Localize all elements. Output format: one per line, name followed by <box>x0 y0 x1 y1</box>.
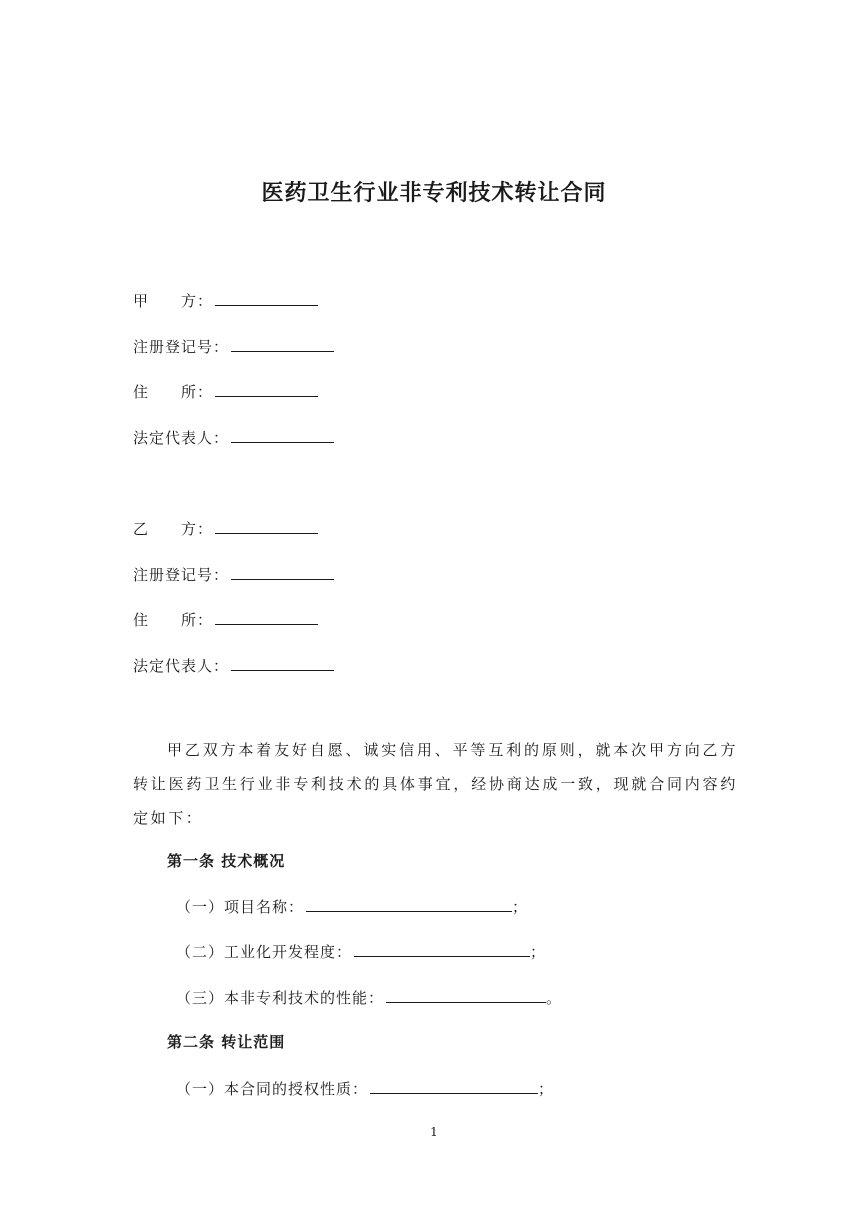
article-1-item-3 <box>176 986 562 1008</box>
performance-blank[interactable] <box>386 986 546 1003</box>
party-a-name-label: 甲 方： <box>133 292 214 310</box>
project-name-blank[interactable] <box>306 895 512 912</box>
article-1-item-2 <box>176 940 546 962</box>
party-a-reg-blank[interactable] <box>231 335 334 352</box>
party-b-rep-blank[interactable] <box>231 654 334 671</box>
intro-paragraph: 甲乙双方本着友好自愿、诚实信用、平等互利的原则，就本次甲方向乙方转让医药卫生行业非专利技术的具体事宜，经协商达成一致，现就合同内容约定如下： <box>133 741 738 827</box>
party-a-address-label: 住 所： <box>133 383 214 401</box>
party-b-rep-label: 法定代表人： <box>133 657 230 675</box>
party-b-name-label: 乙 方： <box>133 520 214 538</box>
page-number: 1 <box>430 1125 438 1139</box>
party-a-address-field <box>133 380 318 402</box>
party-b-reg-blank[interactable] <box>231 563 334 580</box>
party-a-reg-label: 注册登记号： <box>133 338 230 356</box>
party-a-rep-field <box>133 426 334 448</box>
item-end: ； <box>530 943 547 961</box>
party-a-reg-field <box>133 335 334 357</box>
item-label: （三）本非专利技术的性能： <box>176 989 385 1007</box>
party-a-address-blank[interactable] <box>215 380 318 397</box>
article-1-item-1 <box>176 895 528 917</box>
item-label: （一）项目名称： <box>176 898 305 916</box>
article-2-heading: 第二条 转让范围 <box>167 1033 286 1051</box>
party-b-name-field <box>133 517 318 539</box>
party-a-rep-blank[interactable] <box>231 426 334 443</box>
party-b-reg-field <box>133 563 334 585</box>
party-b-address-label: 住 所： <box>133 611 214 629</box>
license-nature-blank[interactable] <box>370 1077 538 1094</box>
article-2-item-1 <box>176 1077 554 1099</box>
item-end: ； <box>512 898 529 916</box>
document-title: 医药卫生行业非专利技术转让合同 <box>261 180 607 206</box>
party-a-name-blank[interactable] <box>215 289 318 306</box>
item-end: ； <box>538 1080 555 1098</box>
party-b-address-field <box>133 608 318 630</box>
item-label: （二）工业化开发程度： <box>176 943 353 961</box>
party-a-rep-label: 法定代表人： <box>133 429 230 447</box>
development-level-blank[interactable] <box>354 940 530 957</box>
party-b-rep-field <box>133 654 334 676</box>
party-b-reg-label: 注册登记号： <box>133 566 230 584</box>
item-label: （一）本合同的授权性质： <box>176 1080 369 1098</box>
item-end: 。 <box>546 989 563 1007</box>
article-1-heading: 第一条 技术概况 <box>167 852 286 870</box>
party-a-name-field <box>133 289 318 311</box>
party-b-name-blank[interactable] <box>215 517 318 534</box>
party-b-address-blank[interactable] <box>215 608 318 625</box>
